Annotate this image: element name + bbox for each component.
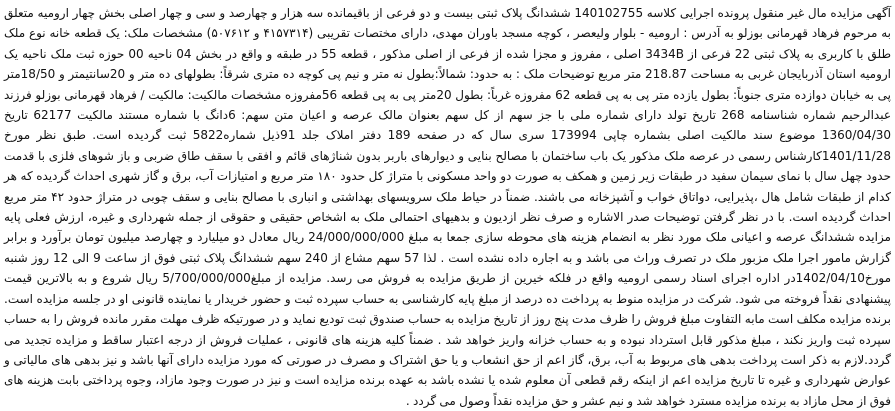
auction-notice-text: آگهی مزایده مال غیر منقول پرونده اجرایی کلاسه 140102755 ششدانگ پلاک ثبتی بیست و دو فرعی از باقیمانده سه هزار و چهارصد و سی و چهار اصلی بخش چهار ارومیه متعلق به مرحوم فرهاد قهرمانی بوزلو به آدرس : ارومیه - بلوار ولیعصر ، کوچه مسجد باوران مهدی، دارای مختصات تقریبی (۴۱۵۷۳۱۴ و ۵۰۷۶۱۲) مشخصات ملک: یک قطعه خانه نوع ملک طلق با کاربری به پلاک ثبتی 22 فرعی از 3434B اصلی ، مفروز و مجزا شده از فرعی از اصلی مذکور ، قطعه 55 در طبقه و واقع در بخش 04 ناحیه 00 حوزه ثبت ملک ناحیه یک ارومیه استان آذربایجان غربی به مساحت 218.87 متر مربع توضیحات ملک : به حدود: شمالاً:بطول نه متر و نیم پی کوچه ده متری شرقاً: بطولهای ده متر و 20سانتیمتر و 18/50متر پی به خیابان دوازده متری جنوباً: بطول یازده متر پی به پی قطعه 62 مفروزه غرباً: بطول 20متر پی به پی قطعه 56مفروزه مشخصات مالکیت: مالکیت / فرهاد قهرمانی بوزلو فرزند عبدالرحیم شماره شناسنامه 268 تاریخ تولد دارای شماره ملی با جز سهم از کل سهم بعنوان مالک عرصه و اعیان متن سهم: 6دانگ با شماره مستند مالکیت 62177 تاریخ 1360/04/30 موضوع سند مالکیت اصلی بشماره چاپی 173994 سری سال که در صفحه 189 دفتر املاک جلد 91ذیل شماره5822 ثبت گردیده است. طبق نظر مورخ 1401/11/28کارشناس رسمی در عرصه ملک مذکور یک باب ساختمان با مصالح بنایی و دیوارهای باربر بدون شناژهای قائم و افقی با سقف طاق ضربی و باز شوهای فلزی با قدمت حدود چهل سال با نمای سیمان سفید در طبقات زیر زمین و همکف به صورت دو واحد مسکونی با متراژ کل حدود ۱۸۰ متر مربع و امتیازات آب، برق و گاز شهری احداث گردیده که هر کدام از طبقات شامل هال ،پذیرایی، دواتاق خواب و آشپزخانه می باشند. ضمناً در حیاط ملک سرویسهای بهداشتی و انباری با مصالح بنایی و سقف چوبی در متراژ حدود ۴۲ متر مربع احداث گردیده است. با در نظر گرفتن توضیحات صدر الاشاره و صرف نظر ازدیون و بدهیهای احتمالی ملک به اشخاص حقیقی و حقوقی از جمله شهرداری و غیره، ارزش فعلی پایه مزایده ششدانگ عرصه و اعیانی ملک مورد نظر به انضمام هزینه های محوطه سازی جمعا به مبلغ 24/000/000/000 ریال معادل دو میلیارد و چهارصد میلیون تومان برآورد و برابر گزارش مامور اجرا ملک مزبور ملک در تصرف وراث می باشد و به اجاره داده نشده است . لذا 57 سهم مشاع از 240 سهم ششدانگ پلاک ثبتی فوق از ساعت 9 الی 12 روز شنبه مورخ1402/04/10در اداره اجرای اسناد رسمی ارومیه واقع در فلکه خیرین از طریق مزایده به فروش می رسد. مزایده از مبلغ5/700/000/000 ریال شروع و به بالاترین قیمت پیشنهادی نقداً فروخته می شود. شرکت در مزایده منوط به پرداخت ده درصد از مبلغ پایه کارشناسی به حساب سپرده ثبت و حضور خریدار یا نماینده قانونی او در جلسه مزایده است. برنده مزایده مکلف است مابه التفاوت مبلغ فروش را ظرف مدت پنج روز از تاریخ مزایده به حساب صندوق ثبت تودیع نماید و در صورتیکه ظرف مهلت مقرر مانده فروش را به حساب سپرده ثبت واریز نکند ، مبلغ مذکور قابل استرداد نبوده و به حساب خزانه واریز خواهد شد . ضمناً کلیه هزینه های قانونی ، عملیات فروش از درجه اعتبار ساقط و مزایده تجدید می گردد.لازم به ذکر است پرداخت بدهی های مربوط به آب، برق، گاز اعم از حق انشعاب و یا حق اشتراک و مصرف در صورتی که مورد مزایده دارای آنها باشد و نیز بدهی های مالیاتی و عوارض شهرداری و غیره تا تاریخ مزایده اعم از اینکه رقم قطعی آن معلوم شده یا نشده باشد به عهده برنده مزایده است و نیز در صورت وجود مازاد، وجوه پرداختی بابت هزینه های فوق از محل مازاد به برنده مزایده مسترد خواهد شد و نیم عشر و حق مزایده نقداً وصول می گردد .: [4, 6, 892, 408]
